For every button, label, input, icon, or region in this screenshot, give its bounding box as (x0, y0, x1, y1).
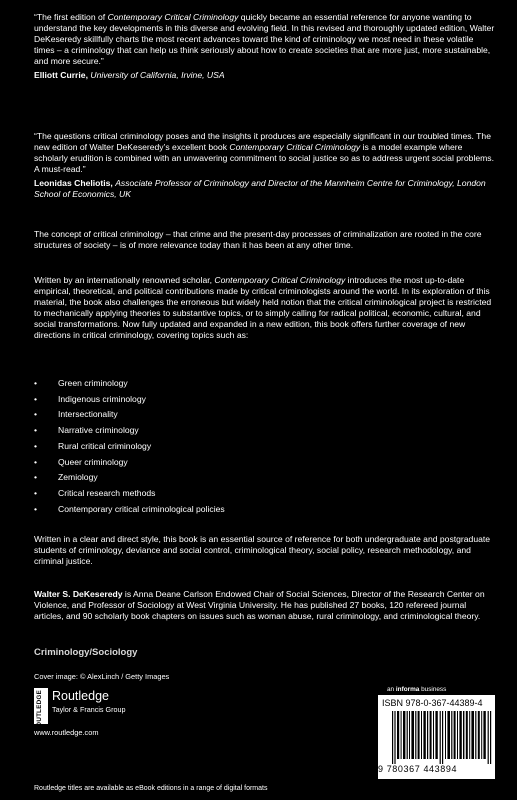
audience-paragraph: Written in a clear and direct style, this book is an essential source of reference for both undergraduate and postgraduate students of criminology, deviance and social control, criminological theory, social policy, research methodology, and criminal justice. (34, 534, 491, 566)
publisher-name: Routledge (52, 689, 109, 703)
footer-note: Routledge titles are available as eBook editions in a range of digital formats (34, 785, 268, 792)
isbn: ISBN 978-0-367-44389-4 (382, 698, 483, 708)
list-item: • Indigenous criminology (34, 392, 434, 408)
informa-tagline: an informa business (387, 686, 447, 693)
list-item: • Critical research methods (34, 486, 434, 502)
list-item: • Queer criminology (34, 455, 434, 471)
list-item: • Contemporary critical criminological policies (34, 502, 434, 518)
barcode-digits: 9 780367 443894 (378, 764, 458, 774)
description-paragraph: Written by an internationally renowned scholar, Contemporary Critical Criminology introduces the most up-to-date empirical, theoretical, and political contributions made by critical criminologists around the world. In its exploration of this material, the book also challenges the erroneous but widely held notion that the critical criminological project is restricted to mechanically applying theories to substantive topics, or to simply calling for radical political, economic, cultural, and social transformations. Now fully updated and expanded in a new edition, this book offers further coverage of new directions in critical criminology, covering topics such as: (34, 275, 492, 340)
endorsement-attribution: Leonidas Cheliotis, Associate Professor of Criminology and Director of the Mannheim Centre for Criminology, London School of Economics, UK (34, 178, 486, 199)
list-item: • Rural critical criminology (34, 439, 434, 455)
barcode-icon (392, 711, 492, 764)
routledge-logo-icon: ROUTLEDGE (34, 688, 48, 724)
barcode (378, 695, 495, 779)
endorsement-quote: “The questions critical criminology poses and the insights it produces are especially significant in our troubled times. The new edition of Walter DeKeseredy’s excellent book Contemporary Critical Criminology is a model example where scholarly erudition is combined with an unwavering commitment to social justice so as to address urgent social problems. A must-read.” (34, 131, 494, 174)
endorsement-2 (34, 131, 496, 200)
endorsement-quote: “The first edition of Contemporary Critical Criminology quickly became an essential reference for anyone wanting to understand the key developments in this diverse and evolving field. In this revised and thoroughly updated edition, Walter DeKeseredy skillfully charts the most recent advances toward the kind of criminology we most need in these volatile times – a criminology that can help us think seriously about how to create societies that are more just, more sustainable, and more secure.” (34, 12, 495, 66)
list-item: • Zemiology (34, 470, 434, 486)
intro-paragraph: The concept of critical criminology – that crime and the present-day processes of criminalization are rooted in the core structures of society – is of more relevance today than it has been at any other time. (34, 229, 482, 250)
list-item: • Intersectionality (34, 407, 434, 423)
topics-list (34, 376, 434, 517)
endorsement-attribution: Elliott Currie, University of California, Irvine, USA (34, 70, 225, 80)
author-bio: Walter S. DeKeseredy is Anna Deane Carlson Endowed Chair of Social Sciences, Director of the Research Center on Violence, and Professor of Sociology at West Virginia University. He has published 27 books, 120 refereed journal articles, and 90 scholarly book chapters on issues such as woman abuse, rural criminology, and criminological theory. (34, 589, 485, 621)
list-item: • Narrative criminology (34, 423, 434, 439)
publisher-url[interactable]: www.routledge.com (34, 728, 99, 737)
list-item: • Green criminology (34, 376, 434, 392)
author-name: Walter S. DeKeseredy (34, 589, 123, 599)
endorsement-1 (34, 12, 496, 81)
publisher-group: Taylor & Francis Group (52, 705, 126, 714)
cover-credit: Cover image: © AlexLinch / Getty Images (34, 672, 170, 681)
subject-category: Criminology/Sociology (34, 647, 138, 658)
